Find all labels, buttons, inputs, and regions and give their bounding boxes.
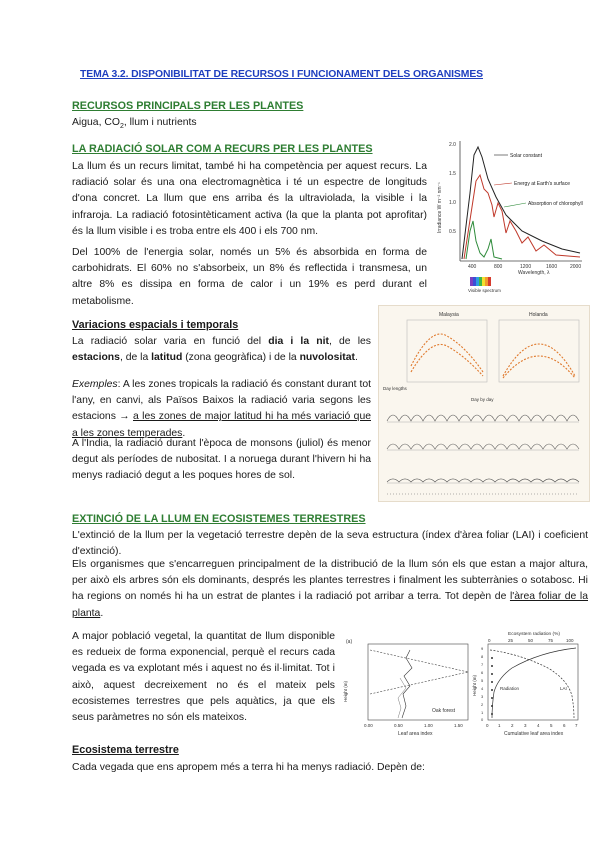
- extincio-paragraph-2: Els organismes que s'encarreguen principalment de la distribució de la llum són els que estan a major altura, per això els arbres són els dominants, després les plantes terrestres i finalment les subterrànies o sotabosc. Hi ha regions on només hi ha un estrat de plantes i la radiació pot arribar a terra. Tot depèn de l'àrea foliar de la planta.: [72, 559, 588, 619]
- extinction-right-annot-lai: LAI: [560, 686, 567, 691]
- extinction-right-top-tick: 0: [488, 638, 491, 643]
- extinction-right-xtick: 1: [498, 723, 501, 728]
- extinction-left-xlabel: Leaf area index: [398, 731, 433, 737]
- holanda-curve-1: [503, 344, 575, 376]
- extinction-right-ytick: 6: [481, 670, 484, 675]
- variacions-paragraph-2: A l'Índia, la radiació durant l'època de monsons (juliol) és menor degut als períodes de nubositat. I a noruega durant l'hivern hi ha menys radiació degut a les poques hores de sol.: [72, 438, 371, 482]
- legend-solar: Solar constant: [510, 153, 542, 159]
- spectrum-y-tick: 1.0: [449, 200, 456, 206]
- heading-ecosistema-terrestre: Ecosistema terrestre: [72, 744, 179, 756]
- extinction-right-top-tick: 50: [528, 638, 534, 643]
- extinction-right-ytick: 7: [481, 662, 484, 667]
- page-title: TEMA 3.2. DISPONIBILITAT DE RECURSOS I FUNCIONAMENT DELS ORGANISMES: [80, 69, 483, 80]
- spectrum-y-tick: 1.5: [449, 171, 456, 177]
- day-cycle-row-2: [387, 444, 579, 449]
- ecosistema-paragraph: Cada vegada que ens apropem més a terra hi ha menys radiació. Depèn de:: [72, 762, 425, 773]
- radiacio-paragraph-1: La llum és un recurs limitat, també hi ha competència per aquest recurs. La radiació solar és una ona electromagnètica i té un espectre de longituds d'ona concret. La llum que ens arriba és la ultraviolada, la visible i la infraroja. La radiació fotosintèticament activa (la que la planta pot aprofitar) és la llum visible i es troba entre els 400 i els 700 nm.: [72, 161, 427, 237]
- extinction-right-ytick: 2: [481, 702, 484, 707]
- extinction-right-ytick: 1: [481, 710, 484, 715]
- extinction-right-xtick: 5: [550, 723, 553, 728]
- extinction-right-xtick: 6: [563, 723, 566, 728]
- extinction-right-annot-radiation: Radiation: [500, 686, 520, 691]
- seasonal-title-right: Holanda: [529, 312, 548, 318]
- spectrum-x-tick: 800: [494, 264, 503, 270]
- seasonal-radiation-figure: [378, 305, 590, 502]
- extinction-right-top-tick: 75: [548, 638, 554, 643]
- spectrum-y-tick: 2.0: [449, 142, 456, 148]
- extinction-right-ytick: 3: [481, 694, 484, 699]
- spectrum-x-tick: 1200: [520, 264, 532, 270]
- seasonal-axis-note: Day by day: [471, 397, 494, 402]
- extinction-left-xtick: 1.50: [454, 723, 463, 728]
- spectrum-figure: [432, 133, 587, 298]
- variacions-exemples: Exemples: A les zones tropicals la radiació és constant durant tot l'any, en canvi, als Països Baixos la radiació varia segons les estacions → a les zones de major latitud hi ha més variació que a les zones temperades.: [72, 379, 371, 439]
- extinction-right-ylabel: Height (m): [472, 674, 477, 696]
- extinction-right-xtick: 4: [537, 723, 540, 728]
- legend-surface: Energy at Earth's surface: [514, 181, 570, 187]
- seasonal-title-left: Malaysia: [439, 312, 459, 318]
- malaysia-curve-2: [411, 344, 483, 376]
- extinction-right-xtick: 3: [524, 723, 527, 728]
- spectrum-y-label: Irradiance W m⁻² nm⁻¹: [437, 182, 443, 233]
- extinction-right-xlabel: Cumulative leaf area index: [504, 731, 564, 737]
- extinction-right-ytick: 8: [481, 654, 484, 659]
- radiation-profile: [492, 648, 576, 718]
- spectrum-x-tick: 2000: [570, 264, 582, 270]
- extinction-left-annot: Oak forest: [432, 708, 456, 714]
- extinction-left-xtick: 0.00: [364, 723, 373, 728]
- malaysia-curve-1: [411, 334, 483, 372]
- extinction-right-xtick: 7: [575, 723, 578, 728]
- heading-variacions: Variacions espacials i temporals: [72, 319, 239, 331]
- light-extinction-figure: [340, 628, 592, 740]
- extinction-right-ytick: 4: [481, 686, 484, 691]
- day-cycle-row-3: [387, 479, 579, 482]
- spectrum-x-label: Wavelength, λ: [518, 270, 550, 276]
- extinction-right-ytick: 5: [481, 678, 484, 683]
- extinction-right-top-label: Ecosystem radiation (%): [508, 632, 560, 637]
- spectrum-x-tick: 1600: [546, 264, 558, 270]
- recursos-line: Aigua, $CO_2$, llum i nutrients: [72, 117, 197, 131]
- extincio-paragraph-3: A major població vegetal, la quantitat de llum disponible es redueix de forma exponencial, perquè el recurs cada vegada es va explotant més i aquest no és il·limitat. Tot i això, aquest decreixement no és el mateix pels ecosistemes terrestres que pels aquàtics, ja que els seus paràmetres no són els mateixos.: [72, 631, 335, 724]
- lai-profile: [490, 650, 574, 718]
- seasonal-row-label: Day lengths: [383, 386, 407, 391]
- day-cycle-row-1: [387, 415, 579, 421]
- surface-energy-curve: [464, 175, 580, 259]
- extinction-left-panel-label: (a): [346, 639, 353, 645]
- chlorophyll-curve: [466, 221, 502, 259]
- radiacio-paragraph-2: Del 100% de l'energia solar, només un 5% és absorbida en forma de carbohidrats. El 60% no s'absorbeix, un 8% és reflectida i transmesa, un altre 8% es dissipa en forma de calor i un 19% es perd durant el metabolisme.: [72, 247, 427, 307]
- extinction-right-xtick: 2: [511, 723, 514, 728]
- extinction-right-ytick: 0: [481, 717, 484, 722]
- extinction-right-xtick: 0: [486, 723, 489, 728]
- variacions-paragraph-1: La radiació solar varia en funció del dia i la nit, de les estacions, de la latitud (zona geogràfica) i de la nuvolositat.: [72, 336, 371, 364]
- heading-recursos: RECURSOS PRINCIPALS PER LES PLANTES: [72, 100, 304, 112]
- spectrum-y-tick: 0.5: [449, 229, 456, 235]
- extinction-right-ytick: 9: [481, 646, 484, 651]
- legend-chlorophyll: Absorption of chlorophyll: [528, 201, 583, 207]
- heading-radiacio: LA RADIACIÓ SOLAR COM A RECURS PER LES PLANTES: [72, 143, 373, 155]
- heading-extincio: EXTINCIÓ DE LA LLUM EN ECOSISTEMES TERRESTRES: [72, 513, 366, 525]
- extinction-right-top-tick: 100: [566, 638, 574, 643]
- extinction-left-xtick: 1.00: [424, 723, 433, 728]
- spectrum-x-tick: 400: [468, 264, 477, 270]
- extinction-right-top-tick: 25: [508, 638, 514, 643]
- extincio-paragraph-1: L'extinció de la llum per la vegetació terrestre depèn de la seva estructura (índex d'àrea foliar (LAI) i coeficient d'extinció).: [72, 530, 588, 558]
- extinction-left-ylabel: Height (m): [343, 680, 348, 702]
- extinction-left-xtick: 0.50: [394, 723, 403, 728]
- visible-spectrum-label: Visible spectrum: [468, 288, 501, 293]
